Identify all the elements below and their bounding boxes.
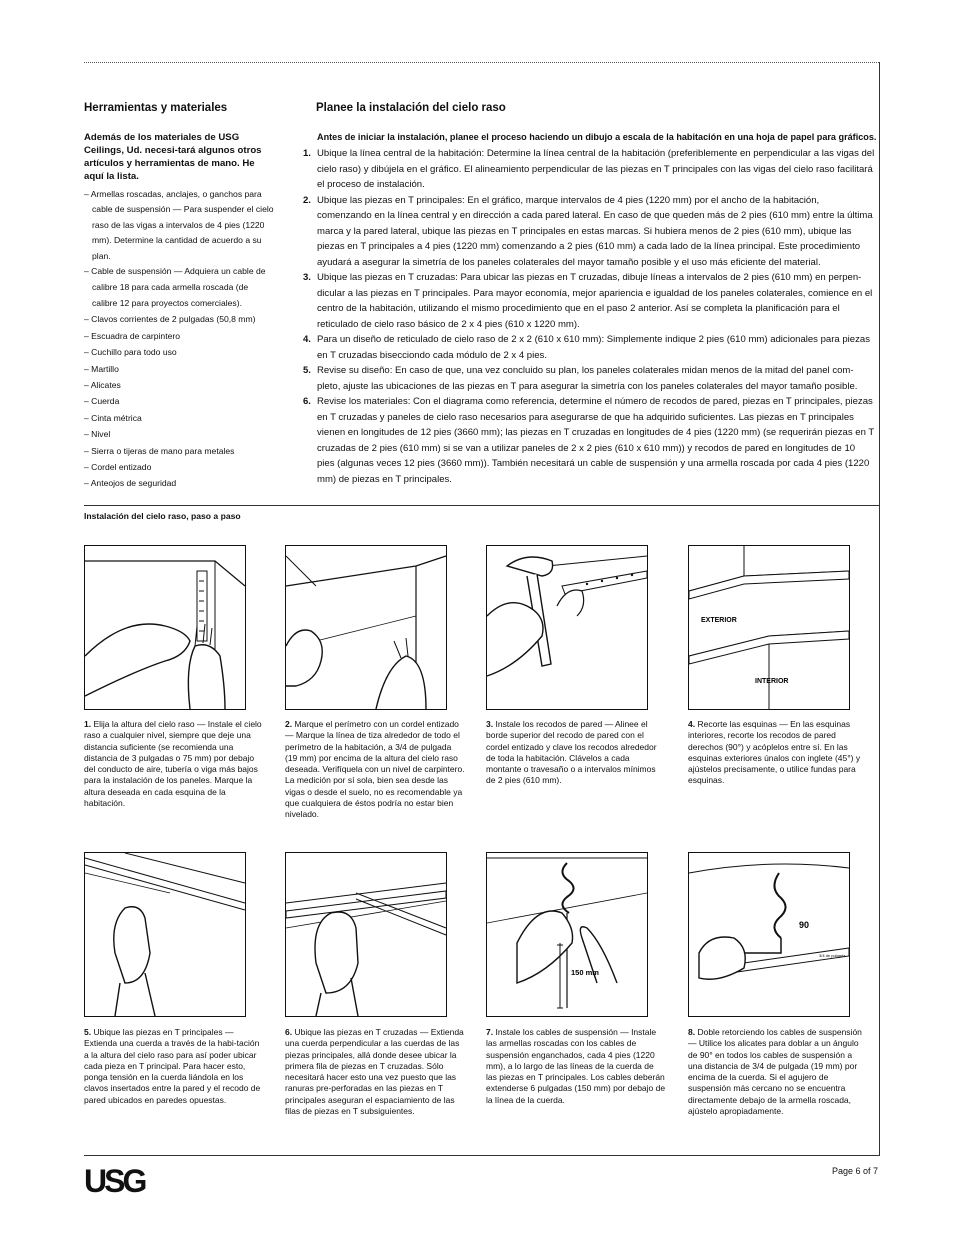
tools-intro: Además de los materiales de USG Ceilings, Ud. necesi-tará algunos otros artículos y herramientas de mano. He aquí la lista.	[84, 132, 262, 182]
caption-step-6: 6. Ubique las piezas en T cruzadas — Extienda una cuerda perpendicular a las cuerdas de las piezas principales, allá donde desee ubicar la primera fila de piezas en T cruzadas. Sólo necesitará hacer esto una vez puesto que las ranuras pre-perforadas en las piezas en T principales aseguran el espaciamiento de las filas de piezas en T subsiguientes.	[285, 1027, 464, 1117]
list-item: – Cuerda	[84, 396, 120, 407]
wire-bending-illustration	[689, 853, 849, 1016]
caption-step-2: 2. Marque el perímetro con un cordel entizado — Marque la línea de tiza alrededor de todo el perímetro de la habitación, a 3/4 de pulgada (19 mm) por encima de la altura del cielo raso deseada. Verifíquela con un nivel de carpintero. La medición por sí sola, bien sea desde las vigas o desde el suelo, no es recomendable ya que cualquiera de éstos podría no estar bien nivelado.	[285, 719, 465, 820]
figure-step-7	[486, 852, 648, 1017]
list-item: 1. Ubique la línea central de la habitación: Determine la línea central de la habitación (preferiblemente en perpendicular a las vigas del cielo raso) y dibújela en el gráfico. El alineamiento perpendicular de las piezas en T principales con las vigas del cielo raso facilitará el proceso de instalación.	[303, 148, 875, 190]
list-item: – Armellas roscadas, anclajes, o ganchos para cable de suspensión — Para suspender el cielo raso de las vigas a intervalos de 4 pies (1220 mm). Determine la cantidad de acuerdo a su plan.	[84, 189, 274, 261]
main-tee-string-illustration	[85, 853, 245, 1016]
list-item: 6. Revise los materiales: Con el diagrama como referencia, determine el número de recodos de pared, piezas en T principales, piezas en T cruzadas y paneles de cielo raso necesarios para asegurarse de que ha adquirido suficientes. Las piezas en T principales vienen en longitudes de 12 pies (3660 mm); las piezas en T cruzadas en longitudes de 4 pies (1220 mm) (se requerirán piezas en T cruzadas de 2 pies (610 mm) si se van a utilizar paneles de 2 x 2 pies (610 x 610 mm)) y recodos de pared en longitudes de 10 pies (algunas veces 12 pies (3660 mm)). También necesitará un cable de suspensión y una armella roscada por cada 4 pies (1220 mm) de piezas en T principales.	[303, 396, 875, 485]
plan-steps	[303, 146, 875, 487]
measurement-label: 150 mm	[571, 968, 599, 977]
caption-step-4: 4. Recorte las esquinas — En las esquinas interiores, recorte los recodos de pared derechos (90°) y acóplelos entre sí. En las esquinas exteriores únalos con inglete (45°) y ajústelos precisamente, o utilice fundas para esquinas.	[688, 719, 861, 786]
footer-divider	[84, 1155, 880, 1156]
page-number: Page 6 of 7	[831, 1166, 878, 1176]
list-item: – Cordel entizado	[84, 462, 152, 473]
caption-step-3: 3. Instale los recodos de pared — Alinee el borde superior del recodo de pared con el cordel entizado y clave los recodos alrededor de toda la habitación. Clávelos a cada montante o travesaño o a intervalos mínimos de 2 pies (610 mm).	[486, 719, 657, 786]
top-dotted-rule	[84, 62, 879, 63]
figure-step-3	[486, 545, 648, 710]
figure-step-2	[285, 545, 447, 710]
list-item: – Clavos corrientes de 2 pulgadas (50,8 mm)	[84, 314, 256, 325]
caption-step-7: 7. Instale los cables de suspensión — Instale las armellas roscadas con los cables de suspensión enganchados, cada 4 pies (1220 mm), a lo largo de las líneas de la cuerda de las piezas en T principales. Los cables deberán extenderse 6 pulgadas (150 mm) por debajo de la línea de la cuerda.	[486, 1027, 666, 1105]
tools-title: Herramientas y materiales	[84, 102, 228, 114]
list-item: – Anteojos de seguridad	[84, 478, 177, 489]
svg-text:USG: USG	[84, 1163, 145, 1199]
list-item: 4. Para un diseño de reticulado de cielo raso de 2 x 2 (610 x 610 mm): Simplemente indique 2 pies (610 mm) adicionales para piezas en T cruzadas bisecciondo cada módulo de 2 x 4 pies.	[303, 334, 870, 361]
list-item: 3. Ubique las piezas en T cruzadas: Para ubicar las piezas en T cruzadas, dibuje líneas a intervalos de 2 pies (610 mm) en perpen-dicular a las piezas en T principales. Para mayor economía, mejor apariencia e igualdad de los paneles colaterales, comience en el centro de la habitación, utilizando el mismo procedimiento que en el paso 2 anterior. Así se completa la planificación para el reticulado de cielo raso básico de 2 x 4 pies (610 x 1220 mm).	[303, 272, 873, 330]
figure-step-6	[285, 852, 447, 1017]
angle-label: 90	[799, 920, 810, 930]
interior-label: INTERIOR	[755, 678, 789, 685]
figure-step-1	[84, 545, 246, 710]
list-item: – Escuadra de carpintero	[84, 330, 181, 341]
hanger-wire-illustration	[487, 853, 647, 1016]
figure-step-5	[84, 852, 246, 1017]
list-item: – Nivel	[84, 429, 111, 440]
corner-molding-illustration	[689, 546, 849, 709]
right-vertical-rule	[879, 62, 880, 1155]
usg-logo	[84, 1162, 145, 1199]
install-title: Instalación del cielo raso, paso a paso	[84, 511, 241, 521]
caption-step-5: 5. Ubique las piezas en T principales — Extienda una cuerda a través de la habi-tación a la altura del cielo raso para así poder ubicar cada pieza en T principal. Para hacer esto, ponga tensión en la cuerda liándola en los clavos insertados entre la pared y el recodo de pared ubicados en paredes opuestas.	[84, 1027, 261, 1105]
plan-title: Planee la instalación del cielo raso	[316, 102, 506, 114]
list-item: – Alicates	[84, 380, 121, 391]
list-item: – Martillo	[84, 363, 119, 374]
distance-label: 3/4 de pulgada	[819, 953, 846, 958]
section-divider	[84, 505, 880, 506]
list-item: – Cinta métrica	[84, 412, 142, 423]
plan-intro: Antes de iniciar la instalación, planee el proceso haciendo un dibujo a escala de la habitación en una hoja de papel para gráficos.	[317, 132, 877, 142]
list-item: 5. Revise su diseño: En caso de que, una vez concluido su plan, los paneles colaterales midan menos de la mitad del panel com-pleto, ajuste las ubicaciones de las piezas en T para asegurar la simetría con los paneles colaterales del mayor tamaño posible.	[303, 365, 858, 392]
hammer-illustration	[487, 546, 647, 709]
list-item: 2. Ubique las piezas en T principales: En el gráfico, marque intervalos de 4 pies (1220 mm) por el ancho de la habitación, comenzando en la línea central y en dirección a cada pared lateral. En caso de que queden más de 2 pies (610 mm) entre la última marca y la pared lateral, ubique las piezas en T principales en estas marcas. Si hubiera menos de 2 pies (610 mm), ubique las piezas en T principales a 4 pies (1220 mm) comenzando a 2 pies (610 mm) a cada lado de la línea principal. Este procedimiento ayudará a asegurar la simetría de los paneles colaterales del mayor tamaño posible y el uso más eficiente del material.	[303, 194, 873, 268]
caption-step-8: 8. Doble retorciendo los cables de suspensión — Utilice los alicates para doblar a un ángulo de 90° en todos los cables de suspensión a una distancia de 3/4 de pulgada (19 mm) por encima de la cuerda. Si el agujero de suspensión más cercano no se encuentra directamente debajo de la armella roscada, ajústelo apropiadamente.	[688, 1027, 862, 1117]
exterior-label: EXTERIOR	[701, 617, 737, 624]
caption-step-1: 1. Elija la altura del cielo raso — Instale el cielo raso a cualquier nivel, siempre que deje una distancia suficiente (se recomienda una distancia de 3 pulgadas o 75 mm) por debajo del conducto de aire, tubería o viga más bajos para la instalación de los paneles. Marque la altura deseada en cada esquina de la habitación.	[84, 719, 262, 809]
figure-step-4	[688, 545, 850, 710]
cross-tee-string-illustration	[286, 853, 446, 1016]
list-item: – Sierra o tijeras de mano para metales	[84, 445, 235, 456]
tools-list	[84, 187, 274, 492]
wall-marking-illustration	[85, 546, 245, 709]
chalk-line-illustration	[286, 546, 446, 709]
list-item: – Cable de suspensión — Adquiera un cable de calibre 18 para cada armella roscada (de calibre 12 para proyectos comerciales).	[84, 266, 266, 308]
list-item: – Cuchillo para todo uso	[84, 347, 177, 358]
figure-step-8	[688, 852, 850, 1017]
